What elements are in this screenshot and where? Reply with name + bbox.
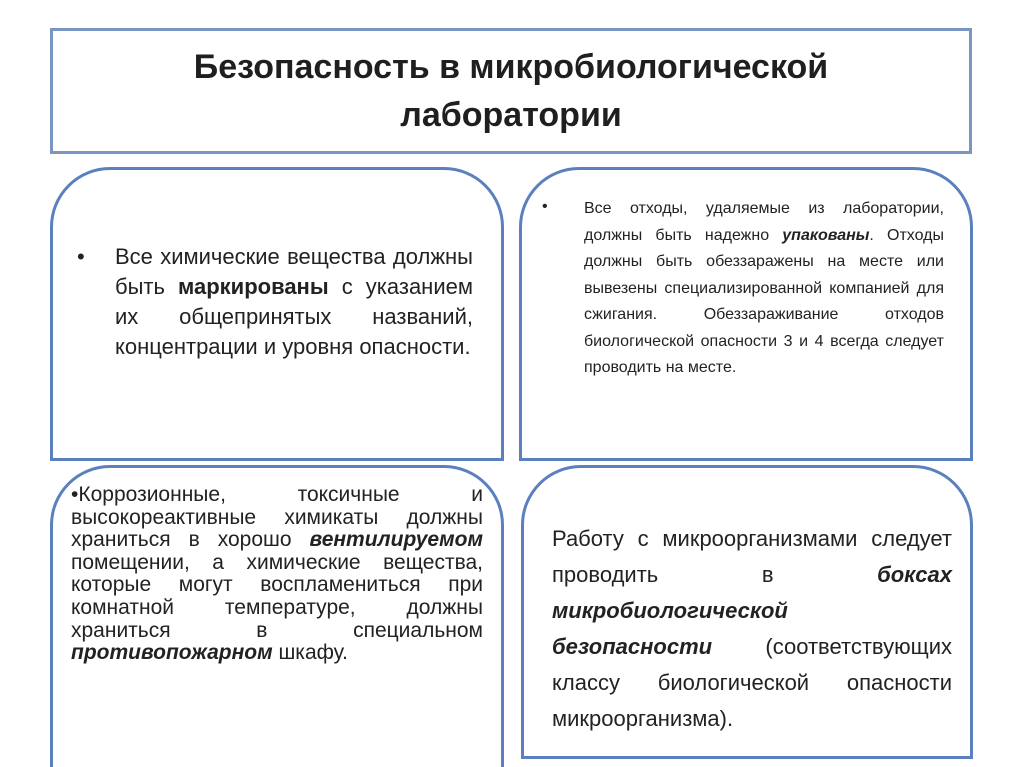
text-emphasis: противопожарном [71, 641, 273, 665]
text-emphasis: боксах микробиологической безопасности [552, 562, 952, 659]
card-waste-disposal [519, 167, 973, 461]
text-emphasis: упакованы [782, 226, 870, 244]
text-segment: . Отходы должны быть обеззаражены на месте или вывезены специализированной компанией для сжигания. Обеззараживание отходов биологической опасности 3 и 4 всегда следует проводить на месте. [584, 226, 944, 376]
card-text [584, 196, 944, 382]
text-segment: с указанием их общепринятых названий, концентрации и уровня опасности. [115, 274, 473, 359]
text-segment: шкафу. [272, 641, 348, 665]
card-chemical-storage [50, 465, 504, 767]
card-text [115, 242, 473, 362]
text-segment: Работу с микроорганизмами следует проводить в [552, 526, 952, 587]
bullet-icon: • [542, 198, 548, 215]
text-segment: Коррозионные, токсичные и высокореактивные химикаты должны храниться в хорошо [71, 483, 483, 552]
card-biosafety-cabinets [521, 465, 973, 759]
text-emphasis: маркированы [178, 274, 329, 299]
text-segment: Все химические вещества должны быть [115, 244, 473, 299]
card-text [552, 521, 952, 737]
text-segment: помещении, а химические вещества, которые могут воспламениться при комнатной температуре, должны храниться в специальном [71, 550, 483, 642]
slide-title [50, 28, 972, 154]
text-segment: (соответствующих классу биологической опасности микроорганизма). [552, 634, 952, 731]
card-text [71, 484, 483, 665]
bullet-icon: • [77, 244, 85, 269]
title-line-1: Безопасность в микробиологической [193, 48, 829, 86]
text-segment: Все отходы, удаляемые из лаборатории, должны быть надежно [584, 200, 944, 244]
card-chemical-labeling [50, 167, 504, 461]
text-emphasis: вентилируемом [309, 528, 483, 552]
bullet-icon: • [71, 483, 79, 506]
title-line-2: лаборатории [400, 96, 622, 134]
